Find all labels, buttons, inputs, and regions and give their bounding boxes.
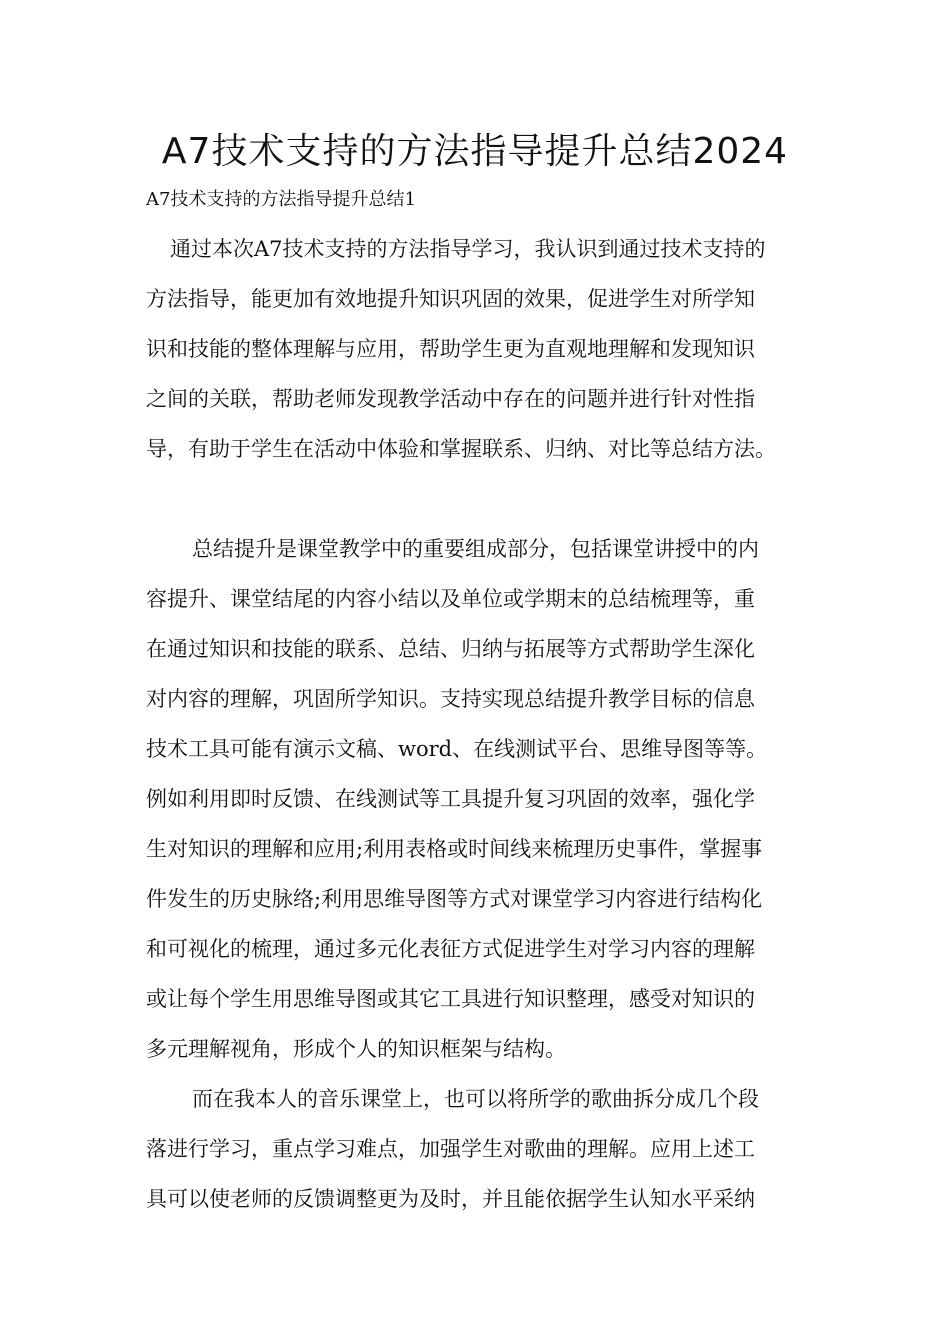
paragraph-line: 和可视化的梳理，通过多元化表征方式促进学生对学习内容的理解 — [146, 937, 755, 961]
paragraph-line: 总结提升是课堂教学中的重要组成部分，包括课堂讲授中的内 — [192, 537, 759, 561]
paragraph-line: 在通过知识和技能的联系、总结、归纳与拓展等方式帮助学生深化 — [146, 637, 755, 661]
paragraph-line: 例如利用即时反馈、在线测试等工具提升复习巩固的效率，强化学 — [146, 787, 755, 811]
paragraph-line: 方法指导，能更加有效地提升知识巩固的效果，促进学生对所学知 — [146, 287, 755, 311]
paragraph-line: 多元理解视角，形成个人的知识框架与结构。 — [146, 1037, 566, 1061]
paragraph-line: 具可以使老师的反馈调整更为及时，并且能依据学生认知水平采纳 — [146, 1187, 755, 1211]
section-heading: A7技术支持的方法指导提升总结1 — [146, 189, 416, 210]
paragraph-line: 之间的关联，帮助老师发现教学活动中存在的问题并进行针对性指 — [146, 387, 755, 411]
paragraph-2 — [146, 524, 818, 1074]
paragraph-line: 技术工具可能有演示文稿、word、在线测试平台、思维导图等等。 — [146, 737, 768, 761]
paragraph-line: 或让每个学生用思维导图或其它工具进行知识整理，感受对知识的 — [146, 987, 755, 1011]
document-title: A7技术支持的方法指导提升总结2024 — [161, 131, 789, 172]
paragraph-1 — [146, 224, 818, 474]
paragraph-line: 而在我本人的音乐课堂上，也可以将所学的歌曲拆分成几个段 — [192, 1087, 759, 1111]
paragraph-line: 识和技能的整体理解与应用，帮助学生更为直观地理解和发现知识 — [146, 337, 755, 361]
paragraph-line: 导，有助于学生在活动中体验和掌握联系、归纳、对比等总结方法。 — [146, 437, 776, 461]
paragraph-line: 件发生的历史脉络;利用思维导图等方式对课堂学习内容进行结构化 — [146, 887, 763, 911]
paragraph-line: 容提升、课堂结尾的内容小结以及单位或学期末的总结梳理等，重 — [146, 587, 755, 611]
paragraph-line: 落进行学习，重点学习难点，加强学生对歌曲的理解。应用上述工 — [146, 1137, 755, 1161]
paragraph-line: 对内容的理解，巩固所学知识。支持实现总结提升教学目标的信息 — [146, 687, 755, 711]
paragraph-3 — [146, 1074, 818, 1224]
paragraph-line: 生对知识的理解和应用;利用表格或时间线来梳理历史事件，掌握事 — [146, 837, 763, 861]
paragraph-line: 通过本次A7技术支持的方法指导学习，我认识到通过技术支持的 — [170, 237, 766, 261]
